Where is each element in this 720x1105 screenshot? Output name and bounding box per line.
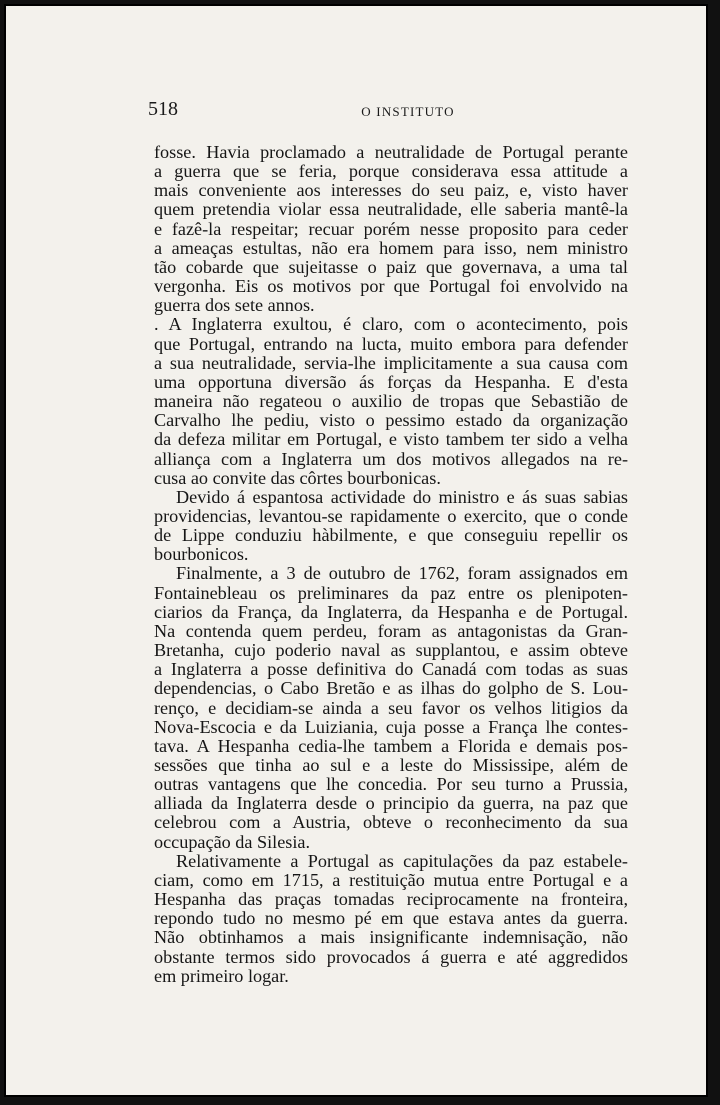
text-line: obstante termos sido provocados á guerra e até aggredidos [154, 946, 628, 967]
text-line: bourbonicos. [154, 544, 249, 565]
text-line: guerra dos sete annos. [154, 295, 315, 316]
text-line: celebrou com a Austria, obteve o reconhecimento da sua [154, 812, 628, 833]
running-title: O INSTITUTO [361, 104, 455, 119]
text-line: Na contenda quem perdeu, foram as antagonistas da Gran- [154, 620, 628, 641]
text-line: . A Inglaterra exultou, é claro, com o acontecimento, pois [154, 314, 628, 335]
text-line: Devido á espantosa actividade do ministro e ás suas sabias [176, 486, 628, 507]
text-line: vergonha. Eis os motivos por que Portugal foi envolvido na [154, 276, 628, 297]
text-line: sessões que tinha ao sul e a leste do Mississipe, além de [154, 755, 628, 775]
text-line: da defeza militar em Portugal, e visto tambem ter sido a velha [154, 429, 628, 450]
text-line: Relativamente a Portugal as capitulações da paz estabele- [176, 850, 628, 871]
text-line: que Portugal, entrando na lucta, muito embora para defender [154, 333, 628, 354]
book-page [4, 4, 708, 1097]
text-line: Carvalho lhe pediu, visto o pessimo estado da organização [154, 410, 628, 431]
text-line: Nova-Escocia e da Luiziania, cuja posse a França lhe contes- [154, 716, 628, 737]
paragraph [154, 143, 628, 315]
text-line: Hespanha das praças tomadas reciprocamente na fronteira, [154, 889, 628, 910]
text-line: maneira não regateou o auxilio de tropas que Sebastião de [154, 391, 628, 412]
body-text [154, 143, 628, 986]
text-line: dependencias, o Cabo Bretão e as ilhas do golpho de S. Lou- [154, 678, 628, 699]
text-line: fosse. Havia proclamado a neutralidade de Portugal perante [154, 142, 628, 162]
text-line: outras vantagens que lhe concedia. Por seu turno a Prussia, [154, 774, 628, 795]
text-line: providencias, levantou-se rapidamente o exercito, que o conde [154, 505, 628, 526]
text-line: ciarios da França, da Inglaterra, da Hespanha e de Portugal. [154, 601, 628, 622]
text-line: alliada da Inglaterra desde o principio da guerra, na paz que [154, 793, 628, 814]
text-line: e fazê-la respeitar; recuar porém nesse proposito para ceder [154, 218, 628, 239]
text-line: alliança com a Inglaterra um dos motivos allegados na re- [154, 448, 628, 469]
text-line: tava. A Hespanha cedia-lhe tambem a Florida e demais pos- [154, 735, 628, 756]
text-line: mais conveniente aos interesses do seu paiz, e, visto haver [154, 180, 628, 201]
text-line: a Inglaterra a posse definitiva do Canadá com todas as suas [154, 659, 628, 680]
text-line: uma opportuna diversão ás forças da Hespanha. E d'esta [154, 371, 628, 392]
text-line: renço, e decidiam-se ainda a seu favor os velhos litigios da [154, 697, 628, 718]
paragraph [154, 488, 628, 565]
text-line: Fontainebleau os preliminares da paz entre os plenipoten- [154, 582, 628, 603]
text-line: tão cobarde que sujeitasse o paiz que governava, a uma tal [154, 256, 628, 277]
text-line: em primeiro logar. [154, 965, 289, 986]
text-line: occupação da Silesia. [154, 831, 311, 852]
text-line: a sua neutralidade, servia-lhe implicitamente a sua causa com [154, 352, 628, 373]
page-number: 518 [148, 98, 178, 120]
paragraph [154, 564, 628, 851]
text-line: de Lippe conduziu hàbilmente, e que conseguiu repellir os [154, 525, 628, 546]
text-line: ciam, como em 1715, a restituição mutua entre Portugal e a [154, 869, 628, 890]
text-line: quem pretendia violar essa neutralidade, elle saberia mantê-la [154, 199, 628, 220]
text-line: Finalmente, a 3 de outubro de 1762, foram assignados em [176, 563, 628, 584]
text-line: Bretanha, cujo poderio naval as supplantou, e assim obteve [154, 640, 628, 661]
text-line: cusa ao convite das côrtes bourbonicas. [154, 467, 441, 488]
page-header [148, 98, 628, 128]
paragraph [154, 852, 628, 986]
text-line: a ameaças estultas, não era homem para isso, nem ministro [154, 237, 628, 258]
text-line: a guerra que se feria, porque considerava essa attitude a [154, 161, 628, 182]
text-line: Não obtinhamos a mais insignificante indemnisação, não [154, 927, 628, 948]
paragraph [154, 315, 628, 487]
text-line: repondo tudo no mesmo pé em que estava antes da guerra. [154, 908, 628, 929]
